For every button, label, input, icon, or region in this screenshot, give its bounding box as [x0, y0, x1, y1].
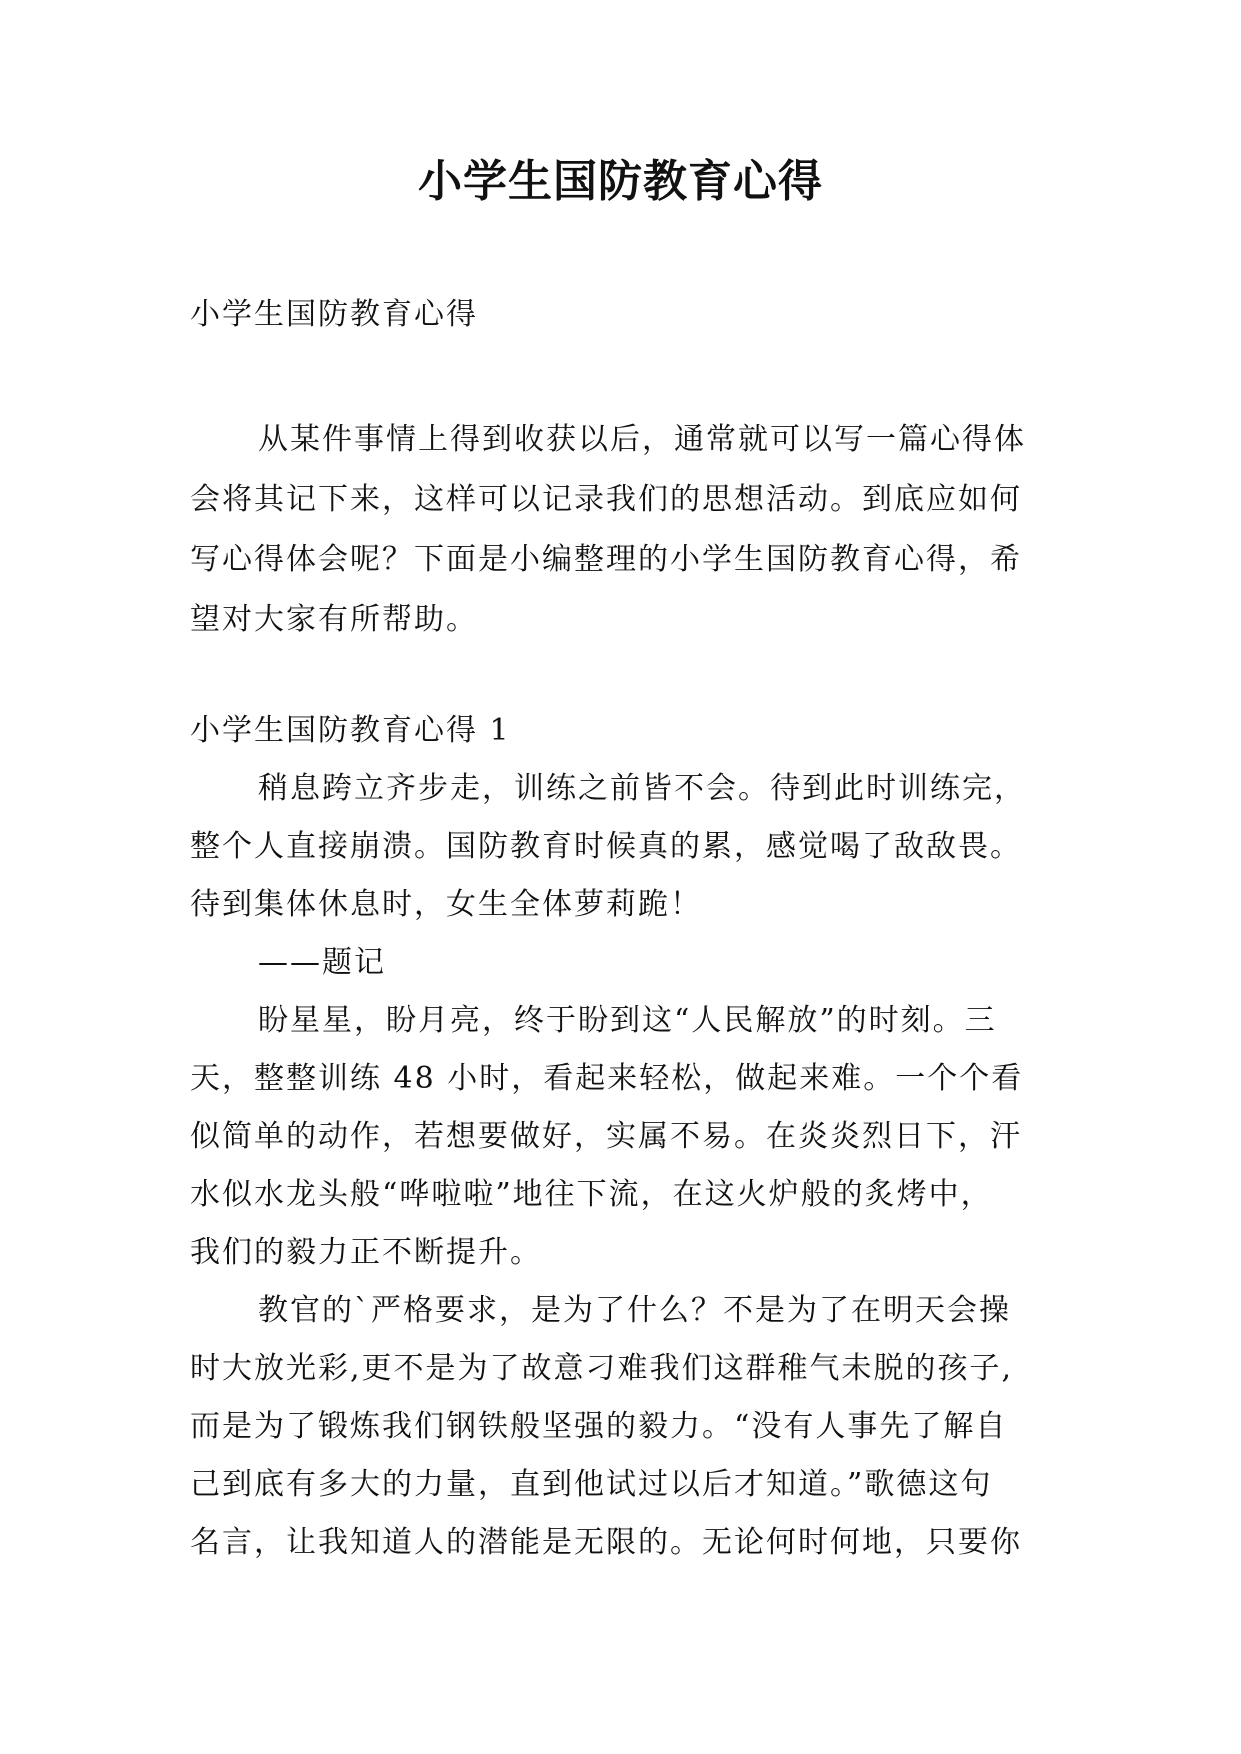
section-heading: 小学生国防教育心得 1	[190, 713, 511, 748]
poem-line: 整个人直接崩溃。国防教育时候真的累，感觉喝了敌敌畏。	[190, 829, 1022, 864]
paragraph-line: 天，整整训练 48 小时，看起来轻松，做起来难。一个个看	[190, 1061, 1024, 1096]
epigraph: ——题记	[258, 945, 386, 980]
paragraph-line: 我们的毅力正不断提升。	[190, 1235, 542, 1270]
paragraph-line: 似简单的动作，若想要做好，实属不易。在炎炎烈日下，汗	[190, 1119, 1022, 1154]
paragraph-line: 而是为了锻炼我们钢铁般坚强的毅力。“没有人事先了解自	[190, 1409, 1008, 1444]
intro-line: 会将其记下来，这样可以记录我们的思想活动。到底应如何	[190, 482, 1022, 517]
paragraph-line: 盼星星，盼月亮，终于盼到这“人民解放”的时刻。三	[258, 1003, 997, 1038]
poem-line: 待到集体休息时，女生全体萝莉跪！	[190, 887, 702, 922]
paragraph-line: 名言，让我知道人的潜能是无限的。无论何时何地，只要你	[190, 1525, 1022, 1560]
poem-line: 稍息跨立齐步走，训练之前皆不会。待到此时训练完，	[258, 771, 1026, 806]
intro-paragraph	[190, 410, 1060, 650]
paragraph-line: 水似水龙头般“哗啦啦”地往下流，在这火炉般的炙烤中，	[190, 1177, 993, 1212]
article-body	[190, 702, 1060, 1572]
intro-line: 从某件事情上得到收获以后，通常就可以写一篇心得体	[258, 422, 1026, 457]
intro-line: 写心得体会呢？下面是小编整理的小学生国防教育心得，希	[190, 542, 1022, 577]
paragraph-line: 时大放光彩,更不是为了故意刁难我们这群稚气未脱的孩子,	[190, 1351, 1014, 1386]
document-subtitle: 小学生国防教育心得	[190, 297, 478, 332]
paragraph-line: 己到底有多大的力量，直到他试过以后才知道。”歌德这句	[190, 1467, 993, 1502]
paragraph-line: 教官的`严格要求，是为了什么？不是为了在明天会操	[258, 1293, 1011, 1328]
document-title: 小学生国防教育心得	[418, 156, 823, 207]
intro-line: 望对大家有所帮助。	[190, 602, 478, 637]
